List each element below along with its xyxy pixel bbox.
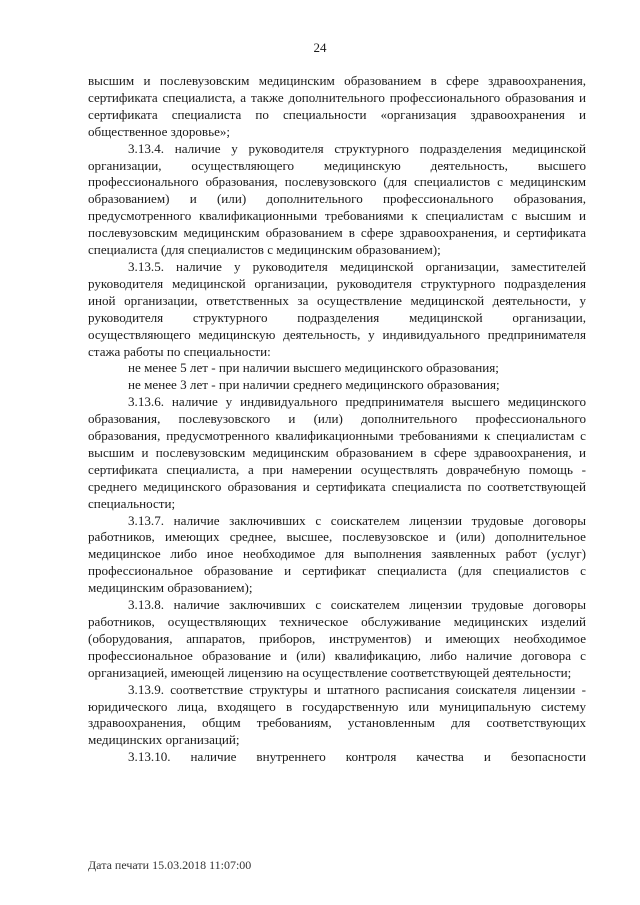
paragraph-continuation: высшим и послевузовским медицинским образованием в сфере здравоохранения, сертификата специалиста, а также дополнительного профессионального образования и сертификата специалиста по специальности «организация здравоохранения и общественное здоровье»; bbox=[88, 73, 586, 139]
paragraph-3-13-5: 3.13.5. наличие у руководителя медицинской организации, заместителей руководителя медицинской организации, руководителя структурного подразделения иной организации, ответственных за осуществление медицинской деятельности, у руководителя структурного подразделения медицинской организации, осуществляющего медицинскую деятельность, у индивидуального предпринимателя стажа работы по специальности: bbox=[88, 258, 586, 359]
print-date-footer: Дата печати 15.03.2018 11:07:00 bbox=[88, 858, 252, 872]
paragraph-3-13-9: 3.13.9. соответствие структуры и штатного расписания соискателя лицензии - юридического лица, входящего в государственную или муниципальную систему здравоохранения, общим требованиям, установленным для соответствующих медицинских организаций; bbox=[88, 681, 586, 748]
paragraph-experience-5-years: не менее 5 лет - при наличии высшего медицинского образования; bbox=[128, 360, 499, 376]
paragraph-3-13-6: 3.13.6. наличие у индивидуального предпринимателя высшего медицинского образования, послевузовского и (или) дополнительного профессионального образования, предусмотренного квалификационными требованиями к специалистам с высшим и послевузовским медицинским образованием в сфере здравоохранения, и сертификата специалиста, а при намерении осуществлять доврачебную помощь - среднего медицинского образования и сертификата специалиста по соответствующей специальности; bbox=[88, 394, 586, 511]
paragraph-3-13-10: 3.13.10. наличие внутреннего контроля качества и безопасности bbox=[128, 749, 586, 765]
paragraph-3-13-8: 3.13.8. наличие заключивших с соискателем лицензии трудовые договоры работников, осуществляющих техническое обслуживание медицинских изделий (оборудования, аппаратов, приборов, инструментов) и имеющих необходимое профессиональное образование и (или) квалификацию, либо наличие договора с организацией, имеющей лицензию на осуществление соответствующей деятельности; bbox=[88, 597, 586, 680]
paragraph-3-13-4: 3.13.4. наличие у руководителя структурного подразделения медицинской организации, осуществляющего медицинскую деятельность, высшего профессионального образования, послевузовского (для специалистов с медицинским образованием) и (или) дополнительного профессионального образования, предусмотренного квалификационными требованиями к специалистам с высшим и послевузовским медицинским образованием в сфере здравоохранения, и сертификата специалиста (для специалистов с медицинским образованием); bbox=[88, 140, 586, 258]
paragraph-3-13-7: 3.13.7. наличие заключивших с соискателем лицензии трудовые договоры работников, имеющих среднее, высшее, послевузовское и (или) дополнительное медицинское либо иное необходимое для выполнения заявленных работ (услуг) профессиональное образование и сертификат специалиста (для специалистов с медицинским образованием); bbox=[88, 512, 586, 596]
paragraph-experience-3-years: не менее 3 лет - при наличии среднего медицинского образования; bbox=[128, 377, 500, 393]
page-number: 24 bbox=[313, 40, 327, 55]
document-body bbox=[88, 73, 586, 766]
